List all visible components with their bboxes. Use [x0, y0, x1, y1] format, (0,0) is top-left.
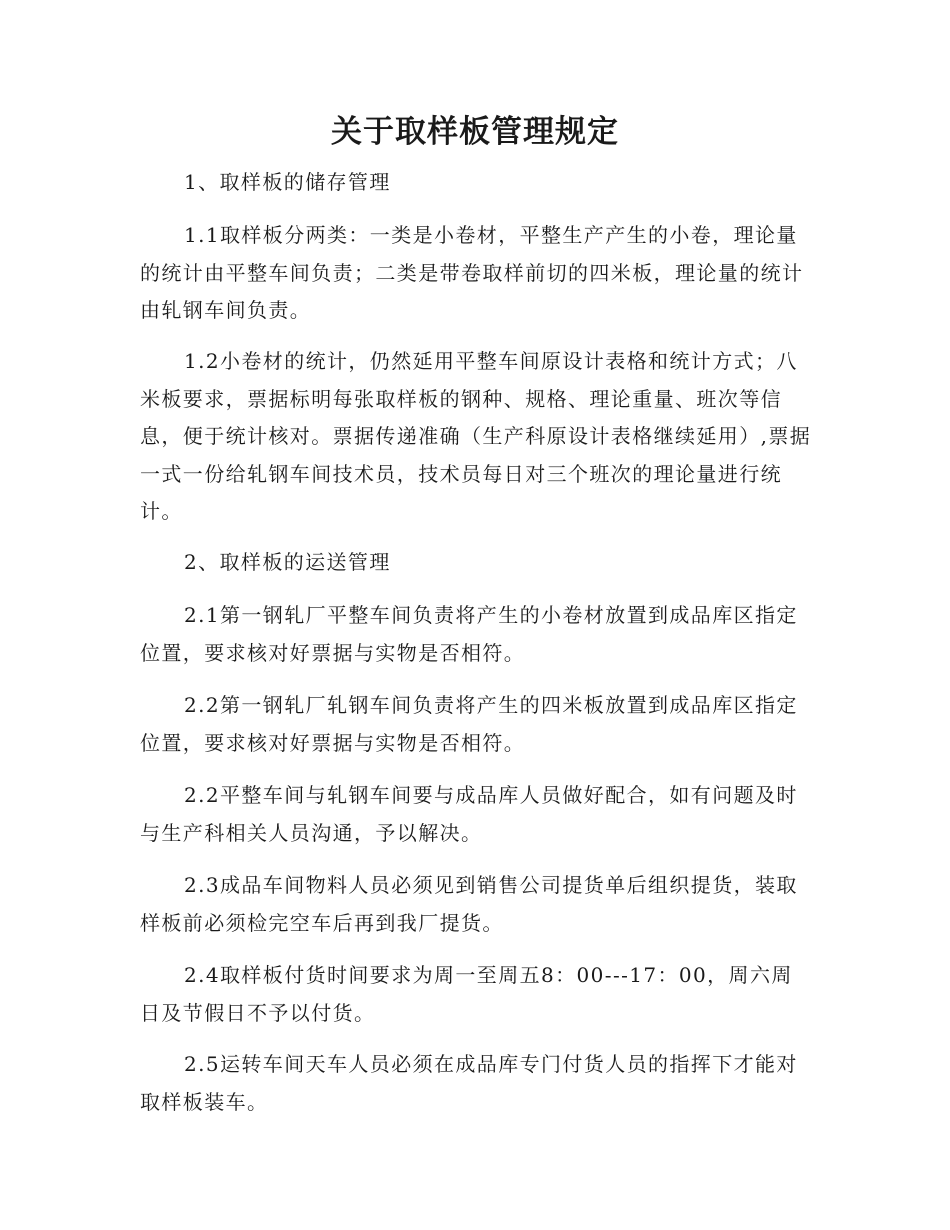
paragraph-2-3: 2.3成品车间物料人员必须见到销售公司提货单后组织提货，装取样板前必须检完空车后再到我厂提货。: [140, 873, 798, 935]
section-heading-2: 2、取样板的运送管理: [184, 550, 391, 574]
paragraph-2-1: 2.1第一钢轧厂平整车间负责将产生的小卷材放置到成品库区指定位置，要求核对好票据与实物是否相符。: [140, 603, 798, 665]
paragraph-2-5: 2.5运转车间天车人员必须在成品库专门付货人员的指挥下才能对取样板装车。: [140, 1052, 798, 1114]
paragraph-2-4: 2.4取样板付货时间要求为周一至周五8：00---17：00，周六周日及节假日不予以付货。: [140, 963, 793, 1025]
paragraph-2-2a: 2.2第一钢轧厂轧钢车间负责将产生的四米板放置到成品库区指定位置，要求核对好票据与实物是否相符。: [140, 693, 798, 755]
paragraph-2-2b: 2.2平整车间与轧钢车间要与成品库人员做好配合，如有问题及时与生产科相关人员沟通，予以解决。: [140, 783, 798, 845]
paragraph-1-2: 1.2小卷材的统计，仍然延用平整车间原设计表格和统计方式；八米板要求，票据标明每张取样板的钢种、规格、理论重量、班次等信息，便于统计核对。票据传递准确（生产科原设计表格继续延用）,票据一式一份给轧钢车间技术员，技术员每日对三个班次的理论量进行统计。: [140, 349, 812, 523]
section-heading-1: 1、取样板的储存管理: [184, 170, 391, 194]
paragraph-1-1: 1.1取样板分两类：一类是小卷材，平整生产产生的小卷，理论量的统计由平整车间负责；二类是带卷取样前切的四米板，理论量的统计由轧钢车间负责。: [140, 223, 804, 322]
document-title: 关于取样板管理规定: [331, 114, 619, 150]
